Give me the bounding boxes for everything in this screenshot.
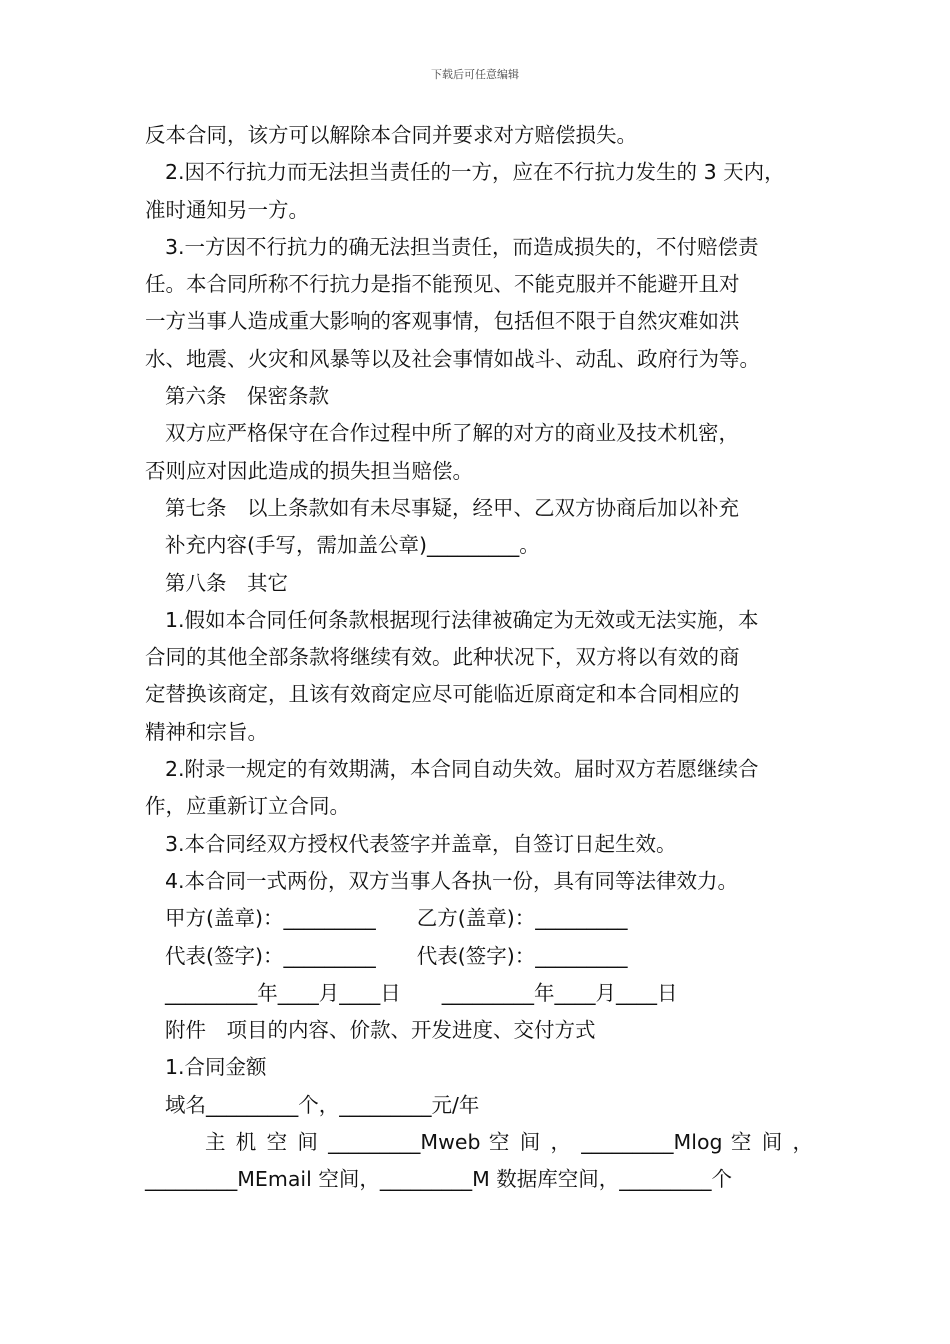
- paragraph-line: 2.附录一规定的有效期满，本合同自动失效。届时双方若愿继续合: [165, 757, 759, 782]
- paragraph-line: 4.本合同一式两份，双方当事人各执一份，具有同等法律效力。: [165, 868, 739, 893]
- paragraph-line: 双方应严格保守在合作过程中所了解的对方的商业及技术机密，: [165, 421, 739, 446]
- domain-price-line: 域名_________个，_________元/年: [165, 1092, 480, 1117]
- paragraph-line: 反本合同，该方可以解除本合同并要求对方赔偿损失。: [145, 123, 637, 147]
- page-header: 下载后可任意编辑: [431, 68, 519, 81]
- paragraph-line: 3.本合同经双方授权代表签字并盖章，自签订日起生效。: [165, 831, 677, 856]
- paragraph-line: 1.假如本合同任何条款根据现行法律被确定为无效或无法实施，本: [165, 607, 759, 632]
- paragraph-line: 精神和宗旨。: [145, 719, 268, 744]
- section-heading: 第八条 其它: [165, 570, 288, 595]
- signature-line-representative: 代表(签字)：_________ 代表(签字)：_________: [165, 943, 628, 968]
- signature-date-line: _________年____月____日 _________年____月____日: [165, 980, 678, 1005]
- paragraph-line: 否则应对因此造成的损失担当赔偿。: [145, 458, 473, 483]
- paragraph-line: 水、地震、火灾和风暴等以及社会事情如战斗、动乱、政府行为等。: [145, 346, 760, 371]
- paragraph-line: 2.因不行抗力而无法担当责任的一方，应在不行抗力发生的 3 天内，: [165, 160, 785, 185]
- paragraph-line: 补充内容(手写，需加盖公章)_________。: [165, 533, 540, 558]
- document-body: [145, 117, 813, 1199]
- appendix-item-heading: 1.合同金额: [165, 1055, 267, 1080]
- paragraph-line: 准时通知另一方。: [145, 197, 309, 222]
- paragraph-line: 一方当事人造成重大影响的客观事情，包括但不限于自然灾难如洪: [145, 309, 740, 334]
- signature-line-seal: 甲方(盖章)：_________ 乙方(盖章)：_________: [165, 906, 628, 931]
- paragraph-line: 合同的其他全部条款将继续有效。此种状况下，双方将以有效的商: [145, 645, 740, 670]
- hosting-space-line: 主 机 空 间 _________Mweb 空 间 ， _________Mlog 空 间 ，: [205, 1130, 813, 1155]
- hosting-space-line: _________MEmail 空间，_________M 数据库空间，_________个: [145, 1167, 733, 1192]
- paragraph-line: 定替换该商定，且该有效商定应尽可能临近原商定和本合同相应的: [145, 682, 740, 707]
- section-heading: 第七条 以上条款如有未尽事疑，经甲、乙双方协商后加以补充: [165, 495, 739, 520]
- section-heading: 第六条 保密条款: [165, 384, 329, 409]
- paragraph-line: 作，应重新订立合同。: [145, 794, 350, 819]
- appendix-heading: 附件 项目的内容、价款、开发进度、交付方式: [165, 1018, 596, 1043]
- paragraph-line: 3.一方因不行抗力的确无法担当责任，而造成损失的，不付赔偿责: [165, 234, 759, 259]
- paragraph-line: 任。本合同所称不行抗力是指不能预见、不能克服并不能避开且对: [145, 272, 740, 297]
